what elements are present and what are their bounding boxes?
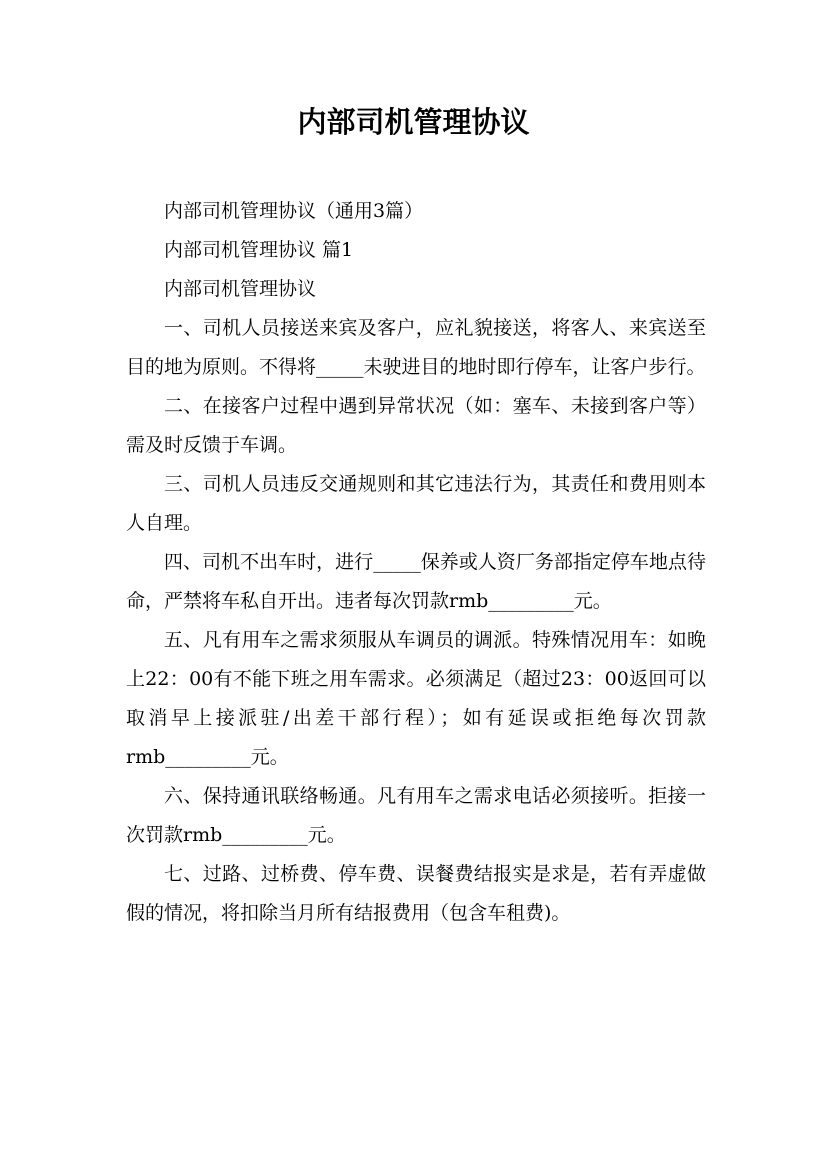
clause-7: 七、过路、过桥费、停车费、误餐费结报实是求是，若有弄虚做假的情况，将扣除当月所有结报费用（包含车租费)。: [126, 863, 706, 924]
clause-2: 二、在接客户过程中遇到异常状况（如：塞车、未接到客户等）需及时反馈于车调。: [126, 395, 706, 456]
clause-1: 一、司机人员接送来宾及客户，应礼貌接送，将客人、来宾送至目的地为原则。不得将_____未驶进目的地时即行停车，让客户步行。: [126, 317, 706, 378]
document-title: 内部司机管理协议: [297, 105, 530, 139]
clause-3: 三、司机人员违反交通规则和其它违法行为，其责任和费用则本人自理。: [126, 473, 706, 534]
clause-6: 六、保持通讯联络畅通。凡有用车之需求电话必须接听。拒接一次罚款rmb_________元。: [126, 785, 706, 846]
document-body: [126, 192, 706, 933]
subtitle-paragraph: 内部司机管理协议（通用3篇）: [164, 200, 424, 222]
section-title: 内部司机管理协议: [164, 278, 317, 300]
clause-4: 四、司机不出车时，进行_____保养或人资厂务部指定停车地点待命，严禁将车私自开出。违者每次罚款rmb_________元。: [126, 551, 706, 612]
clause-5: 五、凡有用车之需求须服从车调员的调派。特殊情况用车：如晚上22：00有不能下班之用车需求。必须满足（超过23：00返回可以取消早上接派驻/出差干部行程）；如有延误或拒绝每次罚款rmb_________元。: [126, 629, 706, 768]
section-heading: 内部司机管理协议 篇1: [164, 239, 354, 261]
